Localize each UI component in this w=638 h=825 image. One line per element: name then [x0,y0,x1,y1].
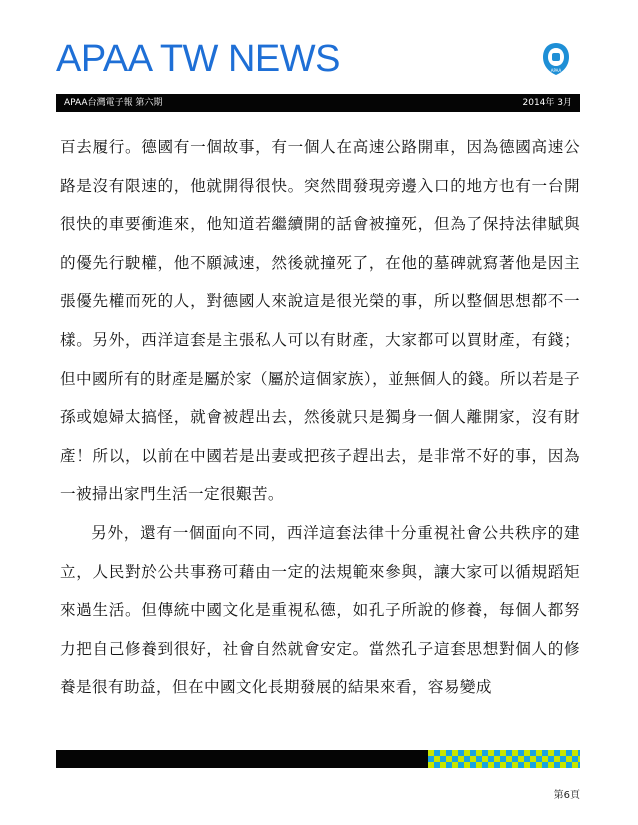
logo-text: APAA [550,68,562,73]
checker-cell [482,762,488,768]
checker-cell [440,762,446,768]
checker-cell [500,750,506,756]
checker-cell [530,750,536,756]
apaa-logo-icon [541,42,571,76]
checker-cell [530,762,536,768]
checker-cell [446,756,452,762]
checker-cell [470,756,476,762]
checker-cell [512,756,518,762]
checker-cell [512,750,518,756]
paragraph: 另外，還有一個面向不同，西洋這套法律十分重視社會公共秩序的建立，人民對於公共事務可藉由一定的法規範來參與，讓大家可以循規蹈矩來過生活。但傳統中國文化是重視私德，如孔子所說的修養，每個人都努力把自己修養到很好，社會自然就會安定。當然孔子這套思想對個人的修養是很有助益，但在中國文化長期發展的結果來看，容易變成 [60,523,580,697]
checker-cell [560,750,566,756]
newsletter-issue-label: APAA台灣電子報 第六期 [64,98,163,108]
checker-cell [434,762,440,768]
checker-cell [518,756,524,762]
checker-cell [542,762,548,768]
checker-cell [476,762,482,768]
checker-cell [428,756,434,762]
checker-cell [572,762,578,768]
checker-cell [548,762,554,768]
footer-checker-pattern [428,750,580,768]
checker-cell [434,756,440,762]
checker-cell [428,762,434,768]
checker-cell [452,756,458,762]
checker-cell [458,750,464,756]
checker-cell [488,756,494,762]
checker-cell [446,750,452,756]
checker-cell [482,756,488,762]
checker-cell [470,750,476,756]
checker-cell [572,756,578,762]
checker-cell [548,750,554,756]
checker-cell [488,750,494,756]
checker-cell [524,750,530,756]
checker-cell [500,762,506,768]
checker-cell [554,762,560,768]
checker-cell [506,762,512,768]
footer-bar-black [56,750,428,768]
checker-cell [554,756,560,762]
checker-cell [476,750,482,756]
checker-cell [578,762,580,768]
checker-cell [518,762,524,768]
checker-cell [464,750,470,756]
checker-cell [542,756,548,762]
checker-cell [506,750,512,756]
checker-cell [536,750,542,756]
checker-cell [440,756,446,762]
page-number: 第6頁 [553,790,580,801]
checker-cell [500,756,506,762]
checker-cell [554,750,560,756]
masthead-title: APAA TW NEWS [56,38,340,80]
checker-cell [440,750,446,756]
checker-cell [482,750,488,756]
checker-cell [464,762,470,768]
checker-cell [494,762,500,768]
checker-cell [494,750,500,756]
checker-cell [536,756,542,762]
paragraph: 百去履行。德國有一個故事，有一個人在高速公路開車，因為德國高速公路是沒有限速的，他就開得很快。突然間發現旁邊入口的地方也有一台開很快的車要衝進來，他知道若繼續開的話會被撞死，但為了保持法律賦與的優先行駛權，他不願減速，然後就撞死了，在他的墓碑就寫著他是因主張優先權而死的人，對德國人來說這是很光榮的事，所以整個思想都不一樣。另外，西洋這套是主張私人可以有財產，大家都可以買財產，有錢；但中國所有的財產是屬於家（屬於這個家族），並無個人的錢。所以若是子孫或媳婦太搞怪，就會被趕出去，然後就只是獨身一個人離開家，沒有財產！所以，以前在中國若是出妻或把孩子趕出去，是非常不好的事，因為一被掃出家門生活一定很艱苦。 [60,138,580,504]
checker-cell [470,762,476,768]
checker-cell [464,756,470,762]
checker-cell [536,762,542,768]
checker-cell [518,750,524,756]
article-body [60,128,580,707]
checker-cell [452,750,458,756]
issue-date-label: 2014年 3月 [522,98,572,108]
checker-cell [524,762,530,768]
checker-cell [428,750,434,756]
checker-cell [494,756,500,762]
checker-cell [524,756,530,762]
checker-cell [572,750,578,756]
checker-cell [506,756,512,762]
footer-bar [56,750,580,768]
checker-cell [548,756,554,762]
checker-cell [530,756,536,762]
checker-cell [578,750,580,756]
checker-cell [488,762,494,768]
checker-cell [566,750,572,756]
checker-cell [446,762,452,768]
checker-cell [458,762,464,768]
checker-cell [458,756,464,762]
checker-cell [476,756,482,762]
checker-cell [542,750,548,756]
header-bar [56,94,580,112]
checker-cell [512,762,518,768]
checker-cell [566,756,572,762]
checker-cell [578,756,580,762]
checker-cell [452,762,458,768]
checker-cell [566,762,572,768]
checker-cell [434,750,440,756]
checker-cell [560,762,566,768]
checker-cell [560,756,566,762]
